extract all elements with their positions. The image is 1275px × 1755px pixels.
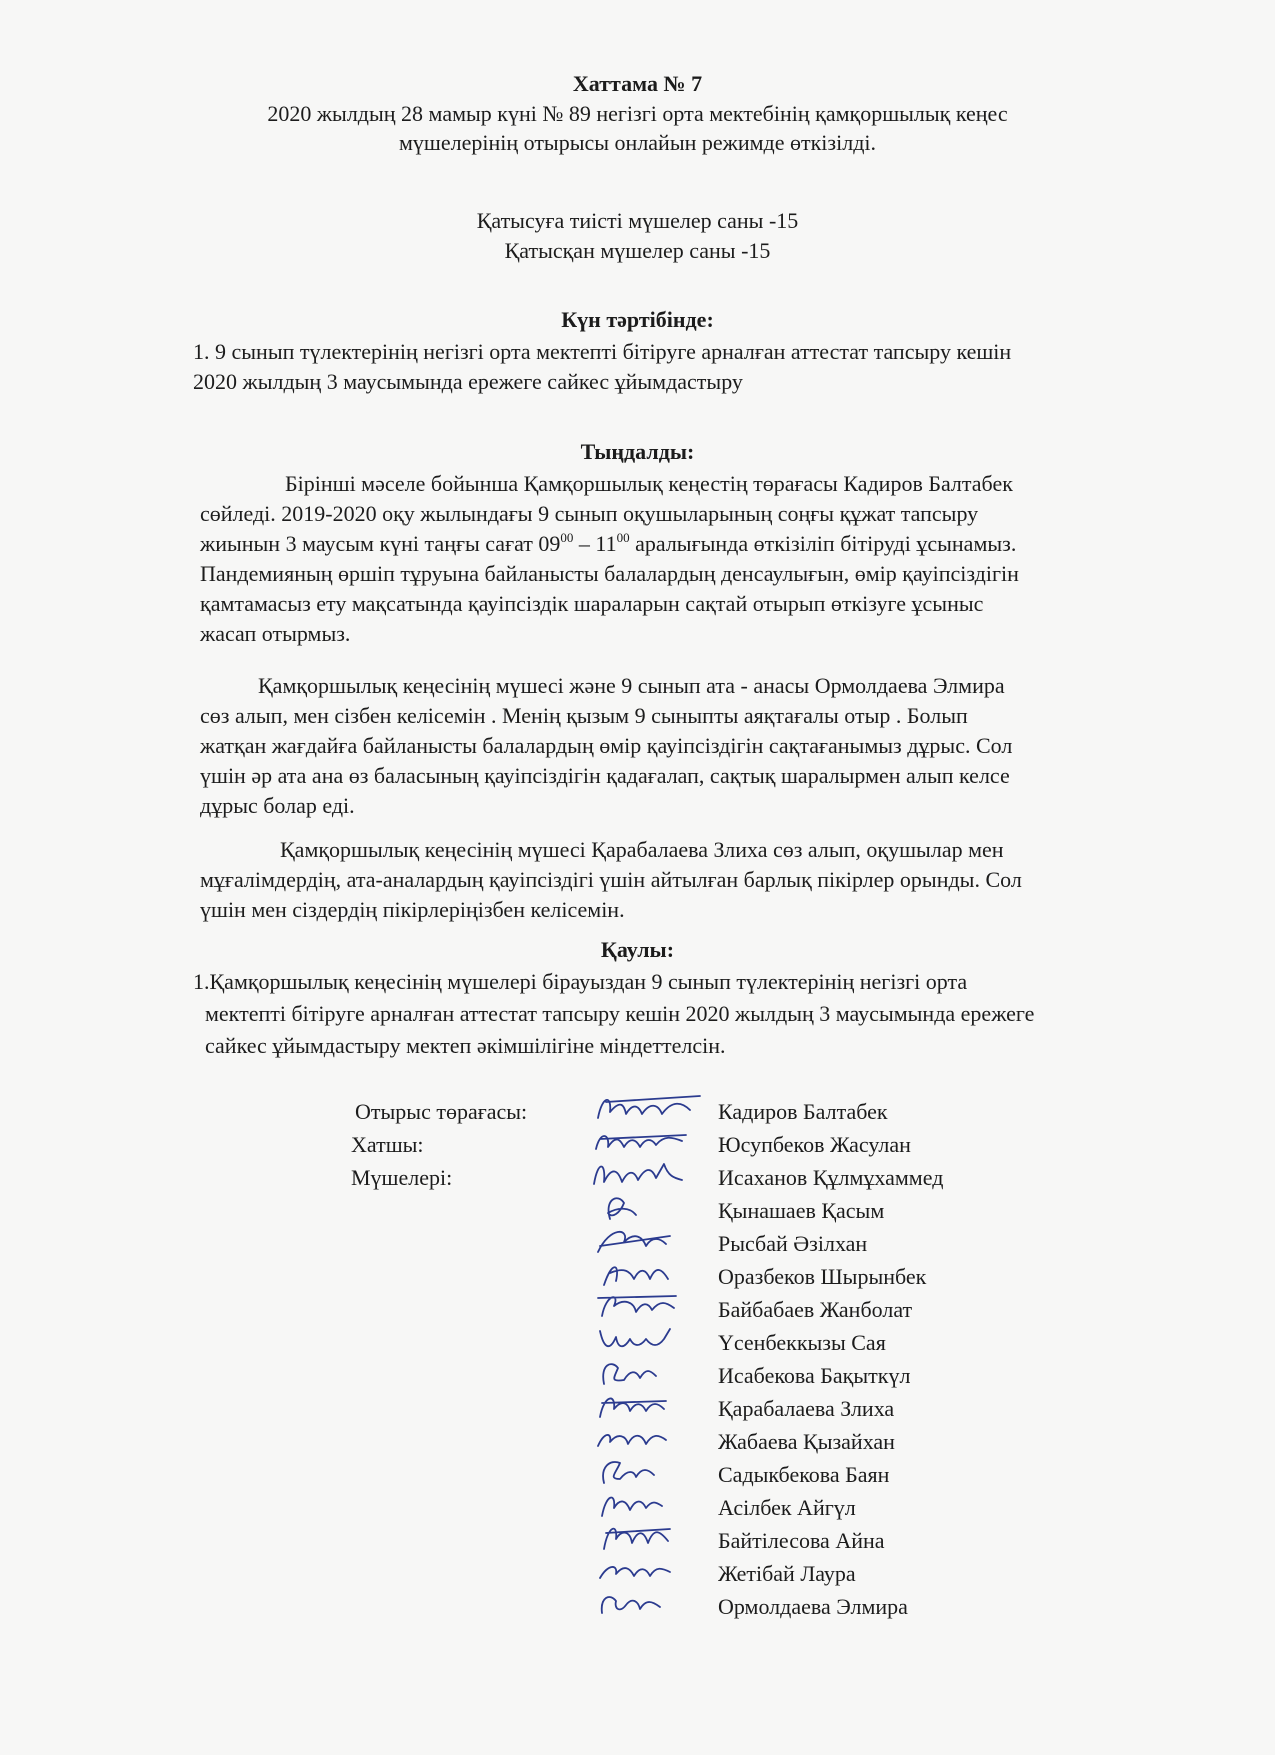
agenda-heading: Күн тәртібінде:	[561, 307, 714, 332]
heard-p3-line-3: үшін мен сіздердің пікірлеріңізбен келісемін.	[200, 897, 625, 922]
heard-heading: Тыңдалды:	[580, 439, 695, 464]
heard-p2-line-3: жатқан жағдайға байланысты балалардың өмір қауіпсіздігін сақтағанымыз дұрыс. Сол	[200, 733, 1013, 758]
heard-p3-line-1: Қамқоршылық кеңесінің мүшесі Қарабалаева Злиха сөз алып, оқушылар мен	[280, 837, 1004, 862]
signatory-name: Асілбек Айгүл	[718, 1495, 856, 1520]
members-present: Қатысқан мүшелер саны -15	[504, 238, 771, 263]
signatory-name: Садыкбекова Баян	[718, 1462, 890, 1487]
heard-line-4: Пандемияның өршіп тұруына байланысты балалардың денсаулығын, өмір қауіпсіздігін	[200, 561, 1019, 586]
signatory-name: Қынашаев Қасым	[718, 1198, 885, 1223]
heard-line-1: Бірінші мәселе бойынша Қамқоршылық кеңестің төрағасы Кадиров Балтабек	[285, 471, 1013, 496]
heard-line-5: қамтамасыз ету мақсатында қауіпсіздік шараларын сақтай отырып өткізуге ұсыныс	[200, 591, 984, 616]
heard-p2-line-2: сөз алып, мен сізбен келісемін . Менің қызым 9 сыныпты аяқтағалы отыр . Болып	[200, 703, 968, 728]
heard-p2-line-5: дұрыс болар еді.	[200, 793, 355, 818]
signatory-name: Оразбеков Шырынбек	[718, 1264, 927, 1289]
signatory-name: Жетібай Лаура	[718, 1561, 856, 1586]
document-title: Хаттама № 7	[572, 71, 703, 96]
heard-p2-line-4: үшін әр ата ана өз баласының қауіпсіздігін қадағалап, сақтық шаралырмен алып келсе	[200, 763, 1010, 788]
decision-line-1: 1.Қамқоршылық кеңесінің мүшелері бірауыздан 9 сынып түлектерінің негізгі орта	[193, 969, 968, 994]
signatory-name: Байбабаев Жанболат	[718, 1297, 913, 1322]
heard-line-6: жасап отырмыз.	[200, 621, 351, 646]
intro-line-1: 2020 жылдың 28 мамыр күні № 89 негізгі орта мектебінің қамқоршылық кеңес	[267, 101, 1008, 126]
intro-line-2: мүшелерінің отырысы онлайын режимде өткізілді.	[398, 130, 877, 155]
signatory-name: Ормолдаева Элмира	[718, 1594, 908, 1619]
signatory-name: Қарабалаева Злиха	[718, 1396, 895, 1421]
heard-p3-line-2: мұғалімдердің, ата-аналардың қауіпсіздігі үшін айтылған барлық пікірлер орынды. Сол	[200, 867, 1022, 892]
signatory-name: Исаханов Құлмұхаммед	[718, 1165, 944, 1190]
signatory-name: Юсупбеков Жасулан	[718, 1132, 911, 1157]
signatory-name: Үсенбеккызы Сая	[718, 1330, 886, 1355]
signature-scribble	[590, 1585, 710, 1623]
decision-line-3: сайкес ұйымдастыру мектеп әкімшілігіне міндеттелсін.	[205, 1033, 726, 1058]
decision-line-2: мектепті бітіруге арналған аттестат тапсыру кешін 2020 жылдың 3 маусымында ережеге	[205, 1001, 1035, 1026]
signatory-name: Исабекова Бақыткүл	[718, 1363, 911, 1388]
heard-line-2: сөйледі. 2019-2020 оқу жылындағы 9 сынып оқушыларының соңғы құжат тапсыру	[200, 501, 979, 526]
agenda-line-2: 2020 жылдың 3 маусымында ережеге сайкес ұйымдастыру	[193, 369, 743, 394]
secretary-label: Хатшы:	[351, 1132, 424, 1157]
agenda-line-1: 1. 9 сынып түлектерінің негізгі орта мектепті бітіруге арналған аттестат тапсыру кешін	[193, 339, 1012, 364]
heard-p2-line-1: Қамқоршылық кеңесінің мүшесі және 9 сынып ата - анасы Ормолдаева Элмира	[258, 673, 1005, 698]
heard-line-3: жиынын 3 маусым күні таңғы сағат $09^{00} - 11^{00}$ аралығында өткізіліп бітіруді ұсынамыз.	[200, 530, 1017, 556]
signatory-name: Рысбай Әзілхан	[718, 1231, 868, 1256]
signatory-name: Жабаева Қызайхан	[718, 1429, 895, 1454]
signatory-name: Байтілесова Айна	[718, 1528, 885, 1553]
chair-label: Отырыс төрағасы:	[355, 1099, 528, 1124]
members-label: Мүшелері:	[351, 1165, 453, 1190]
signatory-name: Кадиров Балтабек	[718, 1099, 888, 1124]
members-required: Қатысуға тиісті мүшелер саны -15	[476, 208, 799, 233]
decision-heading: Қаулы:	[600, 937, 675, 962]
